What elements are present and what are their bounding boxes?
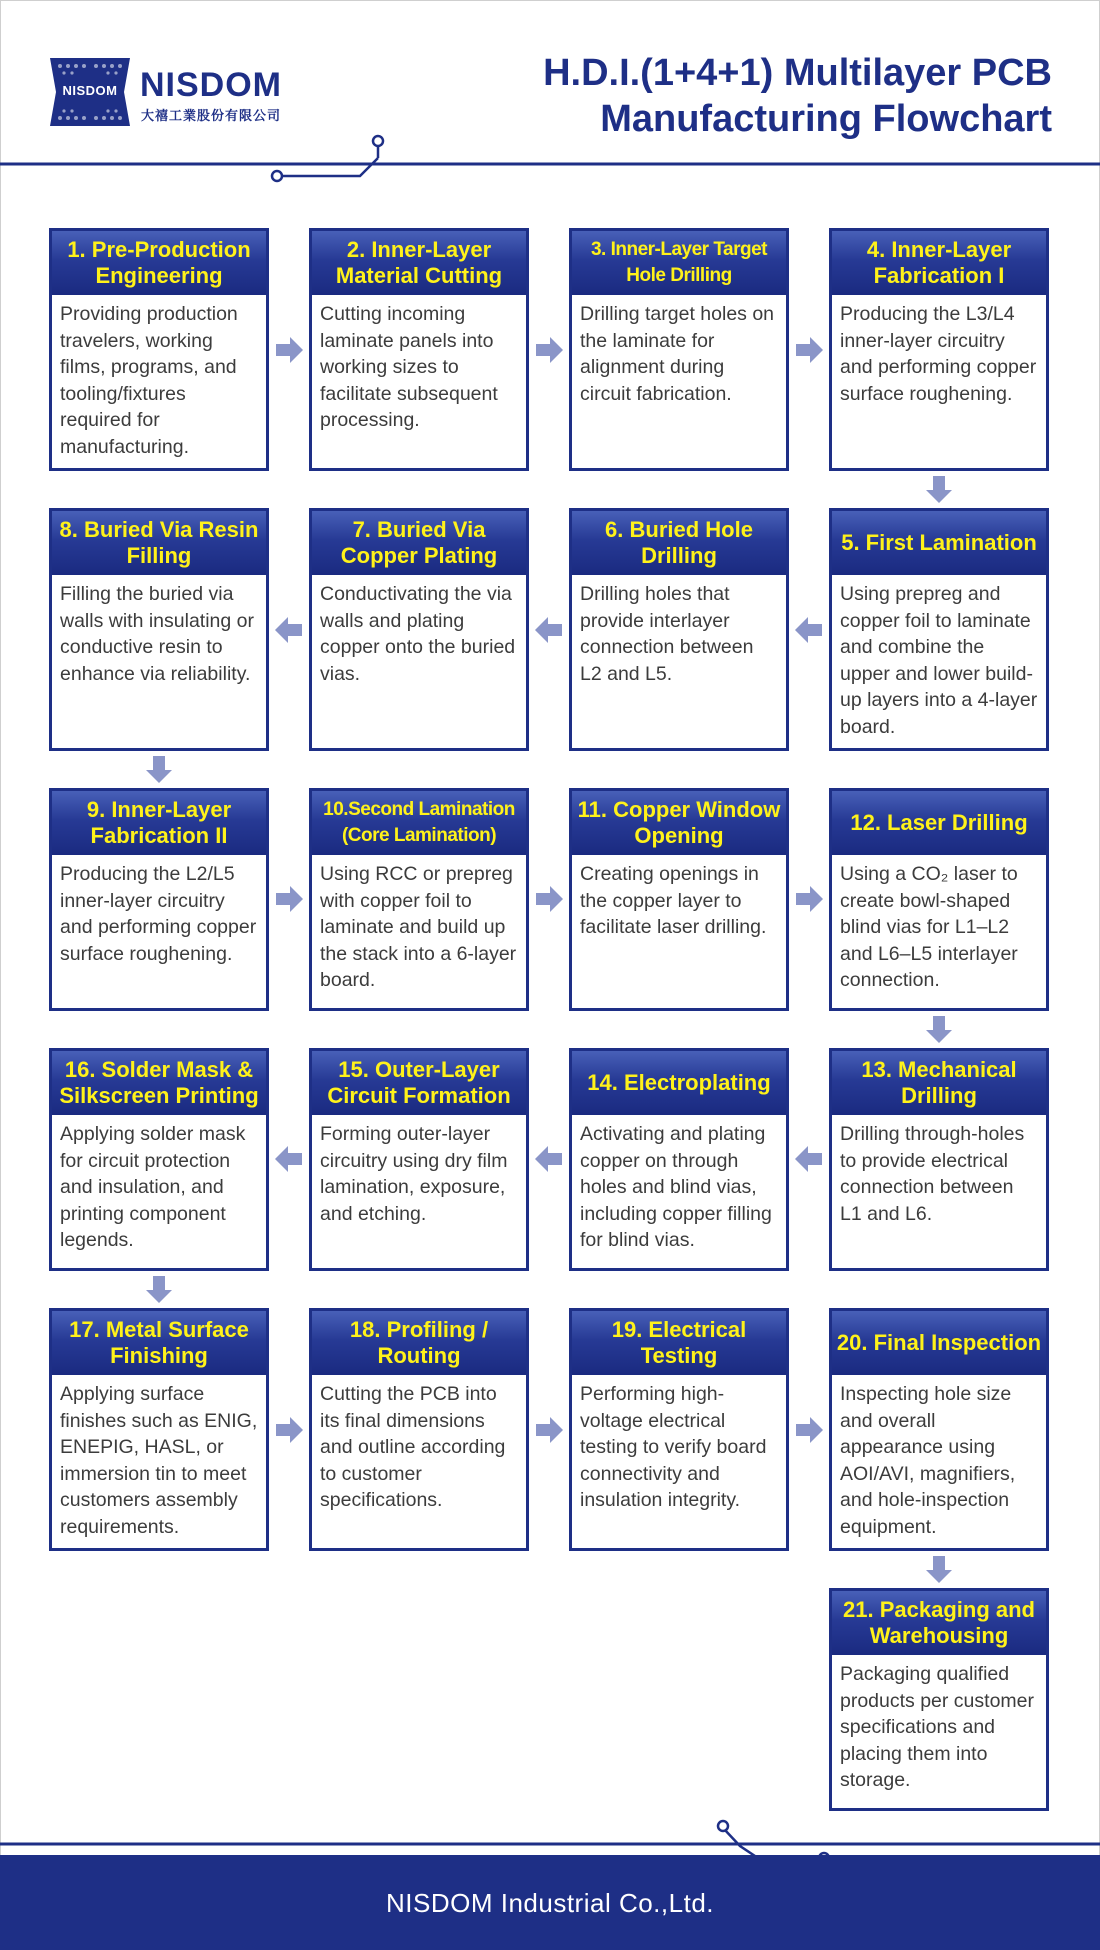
step-title: 1. Pre-Production Engineering <box>52 231 266 295</box>
step-title: 14. Electroplating <box>572 1051 786 1115</box>
logo-company-name: NISDOM <box>140 66 282 104</box>
title-line-1: H.D.I.(1+4+1) Multilayer PCB <box>543 52 1052 94</box>
step-title: 4. Inner-Layer Fabrication I <box>832 231 1046 295</box>
step-description: Activating and plating copper on through holes and blind vias, including copper filling for blind vias. <box>580 1123 772 1251</box>
logo-company-chinese-name: 大禧工業股份有限公司 <box>141 108 282 123</box>
step-description: Providing production travelers, working films, programs, and tooling/fixtures required for manufacturing. <box>60 303 238 458</box>
step-description: Filling the buried via walls with insulating or conductive resin to enhance via reliability. <box>60 583 255 685</box>
step-title: 11. Copper Window Opening <box>572 791 786 855</box>
step-description: Using RCC or prepreg with copper foil to laminate and build up the stack into a 6-layer board. <box>320 863 517 991</box>
step-title: 2. Inner-Layer Material Cutting <box>312 231 526 295</box>
step-title: 5. First Lamination <box>832 511 1046 575</box>
step-description: Cutting incoming laminate panels into working sizes to facilitate subsequent processing. <box>320 303 498 431</box>
step-title: 12. Laser Drilling <box>832 791 1046 855</box>
step-description: Applying solder mask for circuit protection and insulation, and printing component legends. <box>60 1123 246 1251</box>
step-description: Producing the L3/L4 inner-layer circuitry and performing copper surface roughening. <box>840 303 1037 405</box>
step-title: 20. Final Inspection <box>832 1311 1046 1375</box>
title-line-2: Manufacturing Flowchart <box>600 98 1052 140</box>
step-title: 18. Profiling / Routing <box>312 1311 526 1375</box>
step-description: Packaging qualified products per customer specifications and placing them into storage. <box>840 1663 1035 1791</box>
footer-company-name: NISDOM Industrial Co.,Ltd. <box>386 1888 714 1918</box>
step-description: Inspecting hole size and overall appearance using AOI/AVI, magnifiers, and hole-inspection equipment. <box>840 1383 1016 1538</box>
step-title: 21. Packaging and Warehousing <box>832 1591 1046 1655</box>
step-title: 19. Electrical Testing <box>572 1311 786 1375</box>
step-description: Using a CO₂ laser to create bowl-shaped blind vias for L1–L2 and L6–L5 interlayer connection. <box>840 863 1018 991</box>
step-description: Applying surface finishes such as ENIG, ENEPIG, HASL, or immersion tin to meet customers assembly requirements. <box>60 1383 258 1538</box>
step-description: Creating openings in the copper layer to facilitate laser drilling. <box>580 863 767 938</box>
step-description: Producing the L2/L5 inner-layer circuitry and performing copper surface roughening. <box>60 863 257 965</box>
logo-mark-text: NISDOM <box>62 83 118 98</box>
step-title: 8. Buried Via Resin Filling <box>52 511 266 575</box>
step-title: 9. Inner-Layer Fabrication II <box>52 791 266 855</box>
step-title: 13. Mechanical Drilling <box>832 1051 1046 1115</box>
step-description: Drilling holes that provide interlayer connection between L2 and L5. <box>580 583 754 685</box>
step-title: 17. Metal Surface Finishing <box>52 1311 266 1375</box>
step-description: Cutting the PCB into its final dimensions and outline according to customer specifications. <box>320 1383 506 1511</box>
step-title: 15. Outer-Layer Circuit Formation <box>312 1051 526 1115</box>
step-description: Forming outer-layer circuitry using dry film lamination, exposure, and etching. <box>320 1123 508 1225</box>
step-description: Performing high-voltage electrical testing to verify board connectivity and insulation integrity. <box>580 1383 767 1511</box>
step-title: 10.Second Lamination (Core Lamination) <box>312 791 526 855</box>
step-title: 6. Buried Hole Drilling <box>572 511 786 575</box>
step-description: Using prepreg and copper foil to laminate and combine the upper and lower build-up layers into a 4-layer board. <box>840 583 1038 738</box>
step-description: Drilling through-holes to provide electrical connection between L1 and L6. <box>840 1123 1025 1225</box>
step-description: Drilling target holes on the laminate for alignment during circuit fabrication. <box>580 303 775 405</box>
step-description: Conductivating the via walls and plating copper onto the buried vias. <box>320 583 516 685</box>
step-title: 16. Solder Mask & Silkscreen Printing <box>52 1051 266 1115</box>
step-title: 3. Inner-Layer Target Hole Drilling <box>572 231 786 295</box>
step-title: 7. Buried Via Copper Plating <box>312 511 526 575</box>
